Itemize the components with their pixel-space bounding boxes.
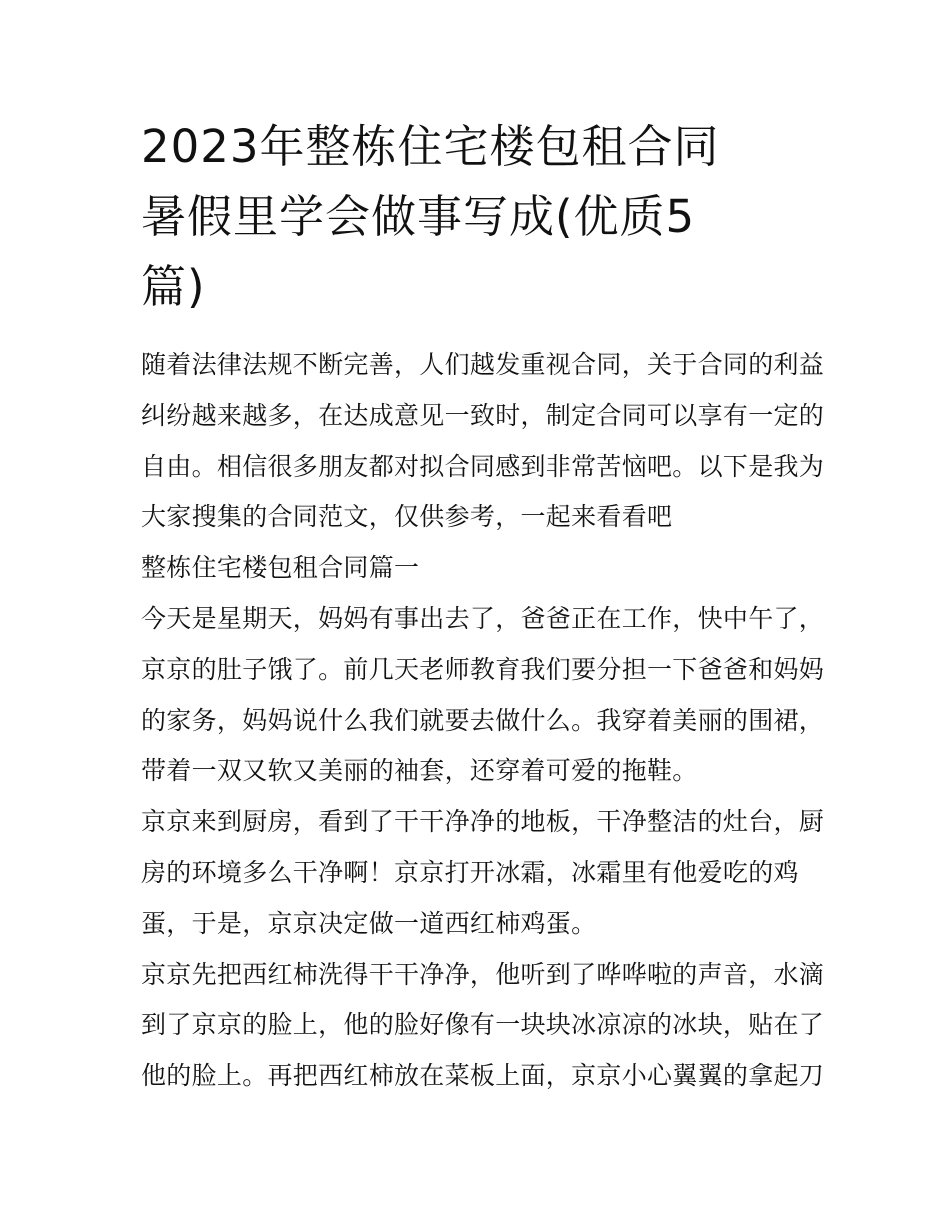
paragraph-3-line-2: 到了京京的脸上，他的脸好像有一块块冰凉凉的冰块，贴在了 [141, 1010, 825, 1040]
title-line-1: 2023年整栋住宅楼包租合同 [141, 120, 720, 173]
document-page [141, 112, 825, 1102]
intro-line-2: 纠纷越来越多，在达成意见一致时，制定合同可以享有一定的 [141, 400, 825, 430]
paragraph-3-line-3: 他的脸上。再把西红柿放在菜板上面，京京小心翼翼的拿起刀 [141, 1061, 825, 1091]
paragraph-2-line-2: 房的环境多么干净啊！京京打开冰霜，冰霜里有他爱吃的鸡 [141, 857, 799, 887]
document-body [141, 340, 825, 1102]
paragraph-1-line-2: 京京的肚子饿了。前几天老师教育我们要分担一下爸爸和妈妈 [141, 654, 825, 684]
paragraph-2-line-1: 京京来到厨房，看到了干干净净的地板，干净整洁的灶台，厨 [141, 807, 825, 837]
title-line-3: 篇) [141, 260, 206, 313]
intro-line-4: 大家搜集的合同范文，仅供参考，一起来看看吧 [141, 502, 673, 532]
intro-line-1: 随着法律法规不断完善，人们越发重视合同，关于合同的利益 [141, 350, 825, 379]
paragraph-2-line-3: 蛋，于是，京京决定做一道西红柿鸡蛋。 [141, 908, 597, 938]
paragraph-1-line-4: 带着一双又软又美丽的袖套，还穿着可爱的拖鞋。 [141, 756, 698, 786]
document-title [141, 112, 813, 322]
paragraph-1-line-3: 的家务，妈妈说什么我们就要去做什么。我穿着美丽的围裙， [141, 705, 825, 735]
title-line-2: 暑假里学会做事写成(优质5 [141, 190, 696, 243]
paragraph-3-line-1: 京京先把西红柿洗得干干净净，他听到了哗哗啦的声音，水滴 [141, 959, 825, 989]
paragraph-1-line-1: 今天是星期天，妈妈有事出去了，爸爸正在工作，快中午了， [141, 603, 825, 633]
intro-line-3: 自由。相信很多朋友都对拟合同感到非常苦恼吧。以下是我为 [141, 451, 825, 481]
section-heading: 整栋住宅楼包租合同篇一 [141, 553, 420, 583]
